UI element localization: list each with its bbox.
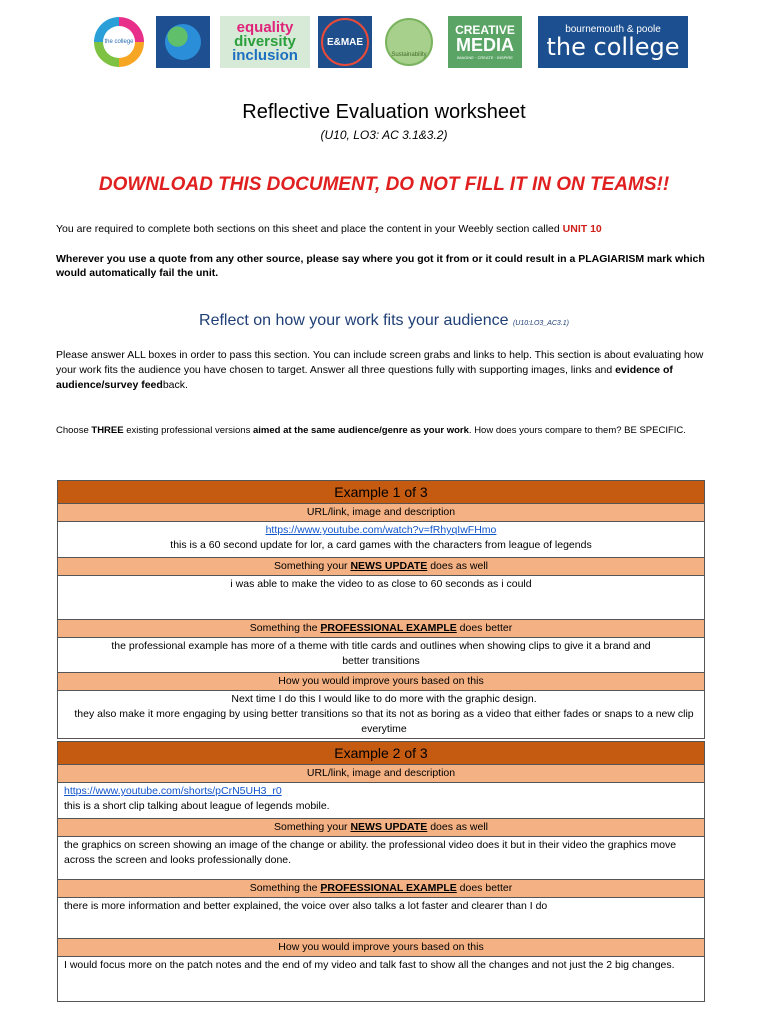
section-heading-text: Reflect on how your work fits your audience <box>199 312 509 329</box>
choose-a: Choose <box>56 425 92 436</box>
section-instructions <box>56 348 716 393</box>
example-1-pro-label <box>58 620 705 638</box>
college-badge-text: the college <box>103 26 135 58</box>
example-2-improve-label: How you would improve yours based on this <box>58 939 705 957</box>
sustainability-logo <box>382 16 436 68</box>
emae-logo <box>318 16 372 68</box>
section-instructions-bold: evidence of audience/survey feed <box>56 364 673 391</box>
example-2-news-answer[interactable]: the graphics on screen showing an image of the change or ability. the professional video does it but in their video the graphics move across the screen and looks professionally done. <box>58 837 705 880</box>
college-badge-logo <box>92 16 146 68</box>
section-instructions-b: back. <box>162 379 188 391</box>
example-1-improve-answer[interactable] <box>58 691 705 739</box>
emae-text: E&MAE <box>321 18 369 66</box>
example-1-improve-line-2: they also make it more engaging by using better transitions so that its not as boring as a video that either fades or snaps to a new clip everytime <box>74 708 694 735</box>
example-1-url-label: URL/link, image and description <box>58 504 705 522</box>
choose-three-instructions <box>56 424 716 438</box>
college-logo-main: the college <box>546 33 680 61</box>
example-2-url-label: URL/link, image and description <box>58 765 705 783</box>
example-1-improve-line-1: Next time I do this I would like to do more with the graphic design. <box>231 693 537 705</box>
section-instructions-a: Please answer ALL boxes in order to pass this section. You can include screen grabs and links to help. This section is about evaluating how your work fits the audience you have chosen to target. Answer all three questions fully with supporting images, links and <box>56 349 704 376</box>
news-label-post: does as well <box>427 560 488 572</box>
choose-d: . How does yours compare to them? BE SPECIFIC. <box>468 425 686 436</box>
section-heading <box>0 312 768 330</box>
example-2-url-cell <box>58 783 705 819</box>
pro-label-post: does better <box>456 882 513 894</box>
section-heading-code: (U10:LO3_AC3.1) <box>512 320 569 327</box>
instruction-weebly <box>56 222 716 236</box>
example-1-description: this is a 60 second update for lor, a card games with the characters from league of legends <box>170 539 592 551</box>
pro-label-post: does better <box>456 622 513 634</box>
creative-media-logo <box>448 16 522 68</box>
logo-bar <box>92 16 692 72</box>
choose-c: existing professional versions <box>123 425 253 436</box>
page-subtitle: (U10, LO3: AC 3.1&3.2) <box>320 128 448 142</box>
example-1-heading: Example 1 of 3 <box>58 481 705 504</box>
edi-logo <box>220 16 310 68</box>
example-1-table <box>57 480 705 739</box>
edi-word-3: inclusion <box>232 47 298 65</box>
example-2-heading: Example 2 of 3 <box>58 742 705 765</box>
news-label-pre: Something your <box>274 821 351 833</box>
edi-word-2: diversity <box>234 32 296 50</box>
example-1-news-label <box>58 558 705 576</box>
example-1-improve-label: How you would improve yours based on this <box>58 673 705 691</box>
college-logo-top: bournemouth & poole <box>565 24 661 35</box>
instruction-weebly-text: You are required to complete both sections on this sheet and place the content in your Weebly section called <box>56 223 563 235</box>
download-warning: DOWNLOAD THIS DOCUMENT, DO NOT FILL IT IN ON TEAMS!! <box>98 174 670 195</box>
sustainability-text: Sustainability <box>385 18 433 66</box>
example-2-news-label <box>58 819 705 837</box>
pro-label-pre: Something the <box>249 622 321 634</box>
example-2-link[interactable]: https://www.youtube.com/shorts/pCrN5UH3_r0 <box>64 785 282 797</box>
creative-media-word-2: MEDIA <box>456 35 514 55</box>
creative-media-tagline: IMAGINE · CREATE · INSPIRE <box>457 55 513 60</box>
news-label-pre: Something your <box>274 560 351 572</box>
choose-bold-2: aimed at the same audience/genre as your work <box>252 425 469 436</box>
example-2-pro-answer[interactable]: there is more information and better explained, the voice over also talks a lot faster and clearer than I do <box>58 898 705 939</box>
example-1-url-cell <box>58 522 705 558</box>
globe-logo <box>156 16 210 68</box>
pro-label-highlight: PROFESSIONAL EXAMPLE <box>320 882 457 894</box>
globe-icon <box>165 24 201 60</box>
edi-word-1: equality <box>236 18 294 36</box>
creative-media-word-1: CREATIVE <box>455 23 515 37</box>
unit-highlight: UNIT 10 <box>562 223 602 235</box>
plagiarism-warning: Wherever you use a quote from any other source, please say where you got it from or it could result in a PLAGIARISM mark which would automatically fail the unit. <box>56 253 705 279</box>
page-title: Reflective Evaluation worksheet <box>242 101 526 123</box>
example-1-pro-answer[interactable]: the professional example has more of a theme with title cards and outlines when showing clips to give it a brand and better transitions <box>58 638 705 673</box>
example-2-pro-label <box>58 880 705 898</box>
the-college-logo <box>538 16 688 68</box>
choose-bold-1: THREE <box>91 425 124 436</box>
example-2-description: this is a short clip talking about league of legends mobile. <box>64 800 330 812</box>
pro-label-pre: Something the <box>249 882 321 894</box>
news-label-post: does as well <box>427 821 488 833</box>
example-1-news-answer[interactable]: i was able to make the video to as close to 60 seconds as i could <box>58 576 705 620</box>
news-label-highlight: NEWS UPDATE <box>350 821 428 833</box>
pro-label-highlight: PROFESSIONAL EXAMPLE <box>320 622 457 634</box>
example-1-link[interactable]: https://www.youtube.com/watch?v=fRhyqIwFHmo <box>265 524 497 536</box>
news-label-highlight: NEWS UPDATE <box>350 560 428 572</box>
example-2-improve-answer[interactable]: I would focus more on the patch notes and the end of my video and talk fast to show all the changes and not just the 2 big changes. <box>58 957 705 1002</box>
example-2-table <box>57 741 705 1002</box>
